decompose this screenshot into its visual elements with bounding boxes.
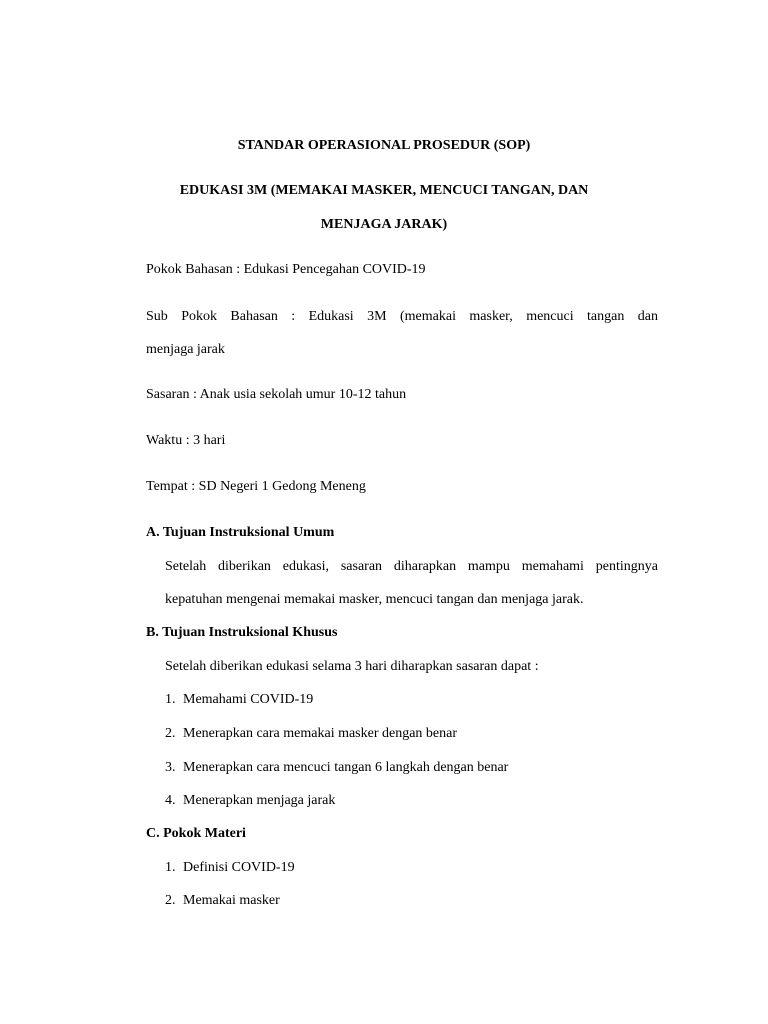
list-item-number: 1.	[165, 860, 176, 875]
doc-title: STANDAR OPERASIONAL PROSEDUR (SOP)	[237, 138, 531, 153]
field-pokok-bahasan: Pokok Bahasan : Edukasi Pencegahan COVID-19	[146, 262, 426, 277]
list-item: Menerapkan cara mencuci tangan 6 langkah dengan benar	[183, 760, 509, 775]
list-item-number: 1.	[165, 692, 176, 707]
list-item: Memahami COVID-19	[183, 692, 314, 707]
list-item: Menerapkan cara memakai masker dengan benar	[183, 726, 458, 741]
list-item-number: 3.	[165, 760, 176, 775]
section-a-paragraph: Setelah diberikan edukasi, sasaran diharapkan mampu memahami pentingnya	[165, 559, 658, 574]
section-a-paragraph-cont: kepatuhan mengenai memakai masker, mencuci tangan dan menjaga jarak.	[165, 592, 584, 607]
section-b-intro: Setelah diberikan edukasi selama 3 hari diharapkan sasaran dapat :	[165, 659, 539, 674]
field-waktu: Waktu : 3 hari	[146, 433, 226, 448]
list-item: Memakai masker	[183, 893, 280, 908]
field-sasaran: Sasaran : Anak usia sekolah umur 10-12 tahun	[146, 387, 407, 402]
section-a-heading: A. Tujuan Instruksional Umum	[146, 525, 335, 540]
doc-subtitle-line-1: EDUKASI 3M (MEMAKAI MASKER, MENCUCI TANGAN, DAN	[179, 183, 589, 198]
list-item-number: 2.	[165, 893, 176, 908]
list-item-number: 4.	[165, 793, 176, 808]
section-b-heading: B. Tujuan Instruksional Khusus	[146, 625, 338, 640]
doc-subtitle-line-2: MENJAGA JARAK)	[320, 217, 448, 232]
field-tempat: Tempat : SD Negeri 1 Gedong Meneng	[146, 479, 366, 494]
list-item: Definisi COVID-19	[183, 860, 295, 875]
list-item: Menerapkan menjaga jarak	[183, 793, 336, 808]
section-c-heading: C. Pokok Materi	[146, 826, 246, 841]
field-sub-pokok-bahasan-cont: menjaga jarak	[146, 342, 225, 357]
list-item-number: 2.	[165, 726, 176, 741]
field-sub-pokok-bahasan: Sub Pokok Bahasan : Edukasi 3M (memakai masker, mencuci tangan dan	[146, 309, 658, 324]
